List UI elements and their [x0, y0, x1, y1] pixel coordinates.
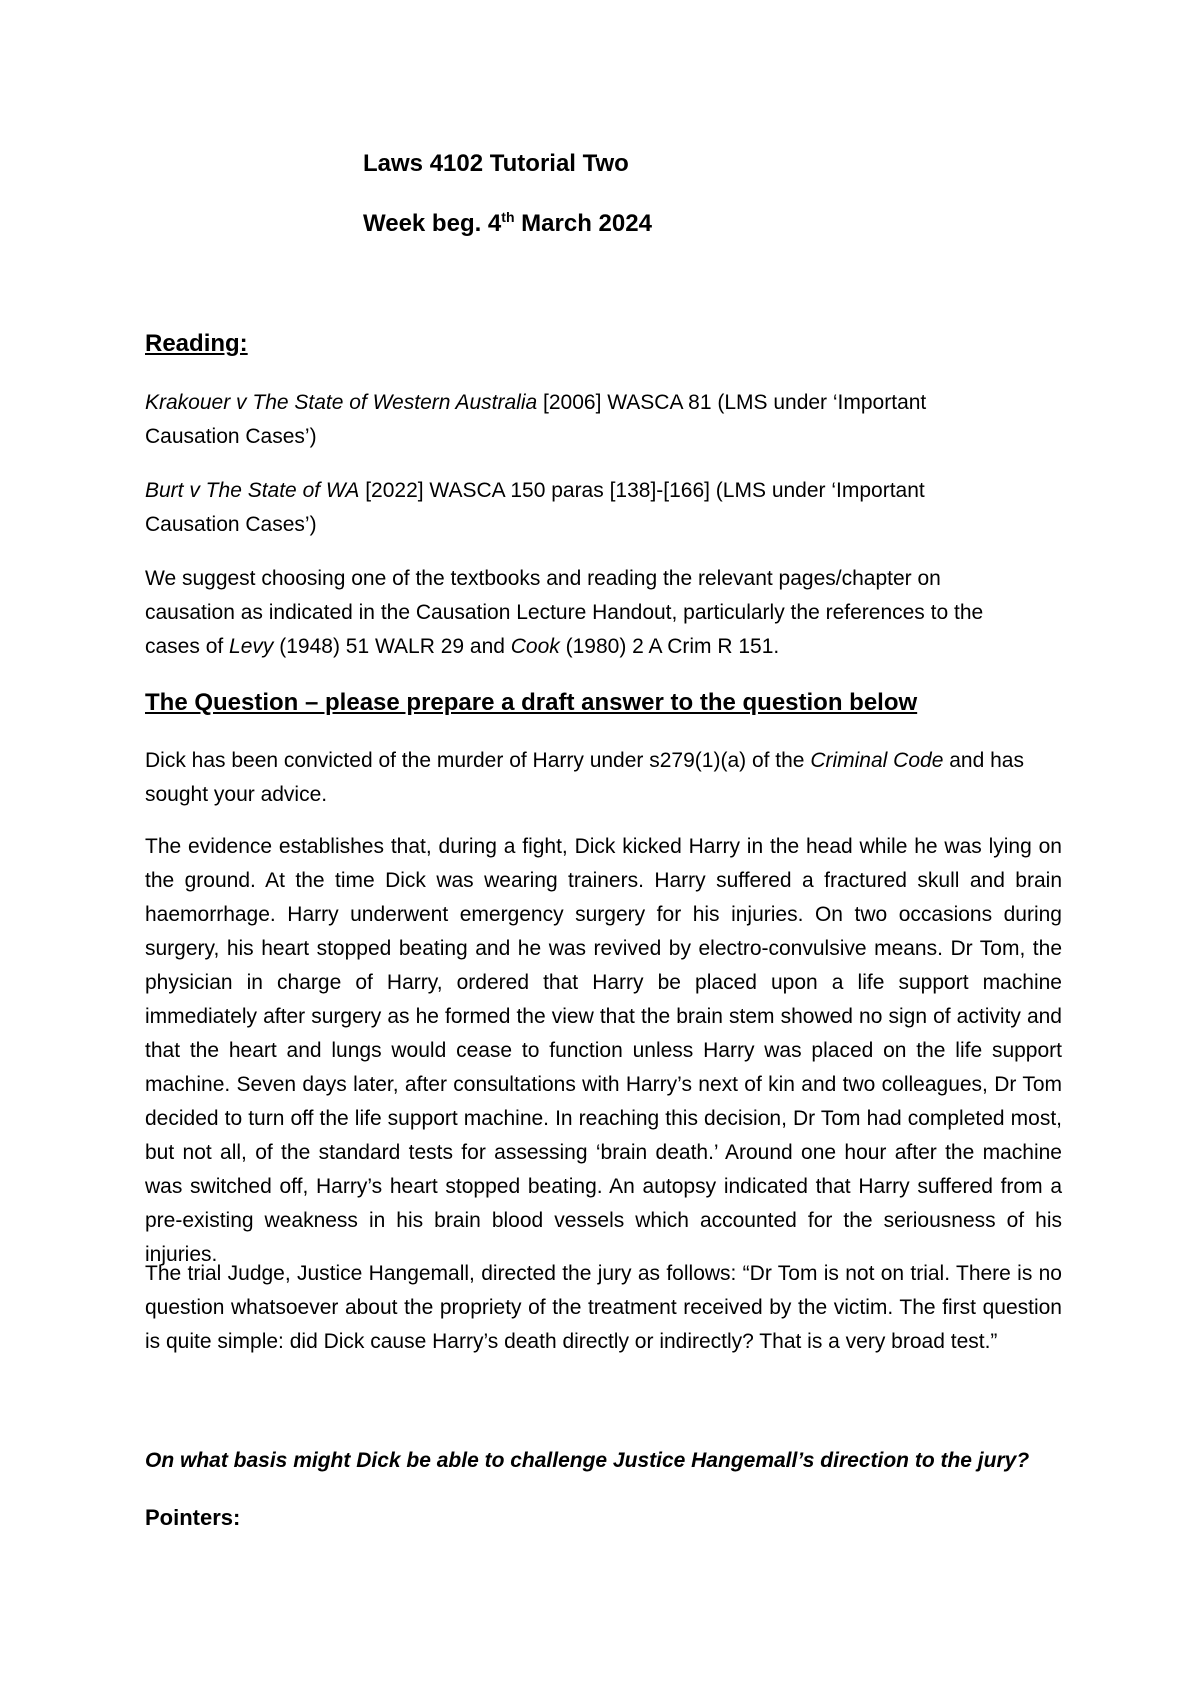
suggestion-line-2: causation as indicated in the Causation Lecture Handout, particularly the references to the [145, 601, 984, 624]
week-prefix: Week beg. 4 [363, 210, 502, 237]
suggestion-pre: cases of [145, 635, 230, 658]
p1-pre: Dick has been convicted of the murder of Harry under s279(1)(a) of the [145, 749, 811, 772]
pointers-label: Pointers: [145, 1505, 241, 1530]
case-citation-burt: [2022] WASCA 150 paras [138]-[166] (LMS under ‘Important [359, 479, 925, 502]
case-location-burt: Causation Cases’) [145, 513, 317, 536]
suggestion-line-1: We suggest choosing one of the textbooks and reading the relevant pages/chapter on [145, 567, 941, 590]
case-name-cook: Cook [510, 635, 560, 658]
suggestion-mid: (1948) 51 WALR 29 and [273, 635, 511, 658]
reading-heading: Reading: [145, 330, 248, 357]
reading-case-burt [145, 474, 1062, 542]
case-name-levy: Levy [229, 635, 274, 658]
suggestion-post: (1980) 2 A Crim R 151. [559, 635, 780, 658]
case-name-krakouer: Krakouer v The State of Western Australia [145, 391, 538, 414]
week-superscript: th [501, 209, 515, 225]
week-line [363, 210, 652, 238]
document-title: Laws 4102 Tutorial Two [363, 150, 629, 177]
question-prompt: On what basis might Dick be able to challenge Justice Hangemall’s direction to the jury? [145, 1449, 1030, 1472]
p1-criminal-code: Criminal Code [810, 749, 944, 772]
reading-case-krakouer [145, 386, 1062, 454]
reading-suggestion [145, 562, 1062, 664]
question-paragraph-1 [145, 744, 1062, 812]
question-heading: The Question – please prepare a draft answer to the question below [145, 689, 918, 716]
case-name-burt: Burt v The State of WA [145, 479, 360, 502]
case-location-krakouer: Causation Cases’) [145, 425, 317, 448]
question-paragraph-2: The evidence establishes that, during a fight, Dick kicked Harry in the head while he was lying on the ground. At the time Dick was wearing trainers. Harry suffered a fractured skull and brain haemorrhage. Harry underwent emergency surgery for his injuries. On two occasions during surgery, his heart stopped beating and he was revived by electro-convulsive means. Dr Tom, the physician in charge of Harry, ordered that Harry be placed upon a life support machine immediately after surgery as he formed the view that the brain stem showed no sign of activity and that the heart and lungs would cease to function unless Harry was placed on the life support machine. Seven days later, after consultations with Harry’s next of kin and two colleagues, Dr Tom decided to turn off the life support machine. In reaching this decision, Dr Tom had completed most, but not all, of the standard tests for assessing ‘brain death.’ Around one hour after the machine was switched off, Harry’s heart stopped beating. An autopsy indicated that Harry suffered from a pre-existing weakness in his brain blood vessels which accounted for the seriousness of his injuries. [145, 835, 1062, 1266]
p1-post: and has sought your advice. [145, 749, 1024, 806]
week-suffix: March 2024 [514, 210, 652, 237]
question-paragraph-3: The trial Judge, Justice Hangemall, directed the jury as follows: “Dr Tom is not on trial. There is no question whatsoever about the propriety of the treatment received by the victim. The first question is quite simple: did Dick cause Harry’s death directly or indirectly? That is a very broad test.” [145, 1262, 1062, 1353]
case-citation-krakouer: [2006] WASCA 81 (LMS under ‘Important [537, 391, 927, 414]
